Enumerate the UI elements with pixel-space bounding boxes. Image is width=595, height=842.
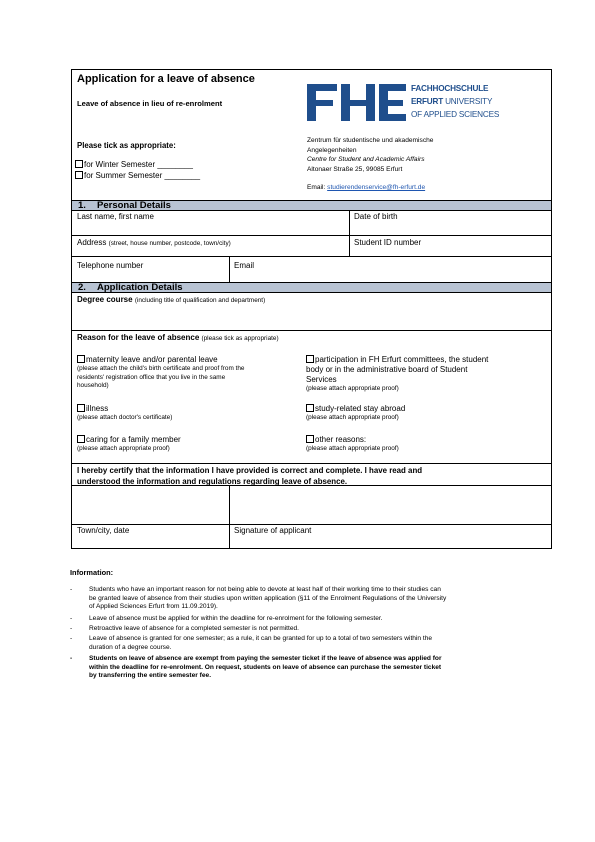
logo-line-1: FACHHOCHSCHULE	[411, 84, 489, 93]
contact-line-1: Zentrum für studentische und akademische	[307, 137, 434, 144]
other-checkbox[interactable]	[306, 435, 314, 443]
degree-course-field[interactable]	[75, 306, 549, 328]
logo-line-2-rest: UNIVERSITY	[443, 97, 493, 106]
certification-line-1: I hereby certify that the information I have provided is correct and complete. I have read and	[77, 466, 423, 475]
info-item: - Leave of absence is granted for one semester; as a rule, it can be granted for up to a total of two semesters within the duration of a degree course.	[70, 635, 520, 652]
divider	[72, 485, 551, 486]
info-item: - Leave of absence must be applied for within the deadline for re-enrolment for the following semester.	[70, 615, 520, 624]
info-line: within the deadline for re-enrolment. On request, students on leave of absence can purchase the semester ticket	[89, 663, 442, 671]
university-logo	[307, 84, 500, 124]
address-label: Address	[77, 238, 107, 247]
info-line: Leave of absence is granted for one semester; as a rule, it can be granted for up to a total of two semesters within the	[89, 635, 433, 642]
section-2-number: 2.	[78, 282, 86, 293]
divider	[72, 463, 551, 464]
dob-label: Date of birth	[354, 212, 398, 221]
contact-email-row	[307, 183, 433, 193]
study-abroad-checkbox[interactable]	[306, 404, 314, 412]
degree-course-hint: (including title of qualification and department)	[134, 297, 266, 304]
winter-semester-option[interactable]	[75, 160, 193, 170]
summer-semester-option[interactable]	[75, 171, 200, 181]
info-line: Leave of absence must be applied for within the deadline for re-enrolment for the following semester.	[89, 615, 383, 622]
option-maternity[interactable]	[77, 355, 297, 391]
certification-line-2: understood the information and regulations regarding leave of absence.	[77, 477, 348, 486]
tick-prompt: Please tick as appropriate:	[77, 141, 176, 150]
maternity-label: maternity leave and/or parental leave	[86, 355, 218, 364]
info-line: by transferring the entire semester fee.	[89, 672, 212, 680]
name-label: Last name, first name	[77, 212, 154, 221]
address-field[interactable]	[75, 246, 345, 256]
winter-label: for Winter Semester ________	[84, 160, 193, 169]
illness-note: (please attach doctor's certificate)	[77, 414, 173, 421]
degree-course-row	[77, 295, 265, 306]
contact-line-4: Altonaer Straße 25, 99085 Erfurt	[307, 165, 403, 173]
reason-row	[77, 333, 279, 344]
section-2-title: Application Details	[97, 282, 183, 293]
winter-checkbox[interactable]	[75, 160, 83, 168]
committee-label-3: Services	[306, 375, 337, 384]
email-label: Email:	[307, 184, 328, 192]
option-caring[interactable]	[77, 435, 297, 454]
contact-block	[307, 136, 433, 193]
town-date-label: Town/city, date	[77, 526, 130, 535]
info-line: duration of a degree course.	[89, 643, 172, 651]
summer-checkbox[interactable]	[75, 171, 83, 179]
section-1-number: 1.	[78, 200, 86, 211]
information-heading: Information:	[70, 568, 114, 577]
other-note: (please attach appropriate proof)	[306, 445, 399, 452]
telephone-label: Telephone number	[77, 261, 144, 270]
address-hint: (street, house number, postcode, town/city)	[108, 240, 231, 247]
option-committee[interactable]	[306, 355, 546, 394]
committee-label-2: body or in the administrative board of Student	[306, 365, 468, 374]
application-form	[71, 69, 552, 549]
certification-text	[77, 465, 422, 487]
option-illness[interactable]	[77, 404, 297, 423]
divider	[72, 256, 551, 257]
caring-checkbox[interactable]	[77, 435, 85, 443]
email-link[interactable]: studierendenservice@fh-erfurt.de	[327, 184, 426, 192]
fhe-logo-icon	[307, 84, 407, 124]
email-field[interactable]	[232, 270, 548, 282]
divider	[229, 485, 230, 548]
contact-line-3: Centre for Student and Academic Affairs	[307, 156, 425, 164]
form-subtitle: Leave of absence in lieu of re-enrolment	[77, 99, 223, 108]
committee-note: (please attach appropriate proof)	[306, 385, 399, 392]
student-id-label: Student ID number	[354, 238, 422, 247]
section-1-title: Personal Details	[97, 200, 171, 211]
student-id-field[interactable]	[352, 246, 548, 256]
logo-line-2	[411, 97, 492, 106]
dob-field[interactable]	[352, 222, 548, 235]
info-line: of Applied Sciences Erfurt from 11.09.2019).	[89, 603, 218, 611]
divider	[229, 256, 230, 283]
maternity-note-3: household)	[77, 382, 109, 389]
contact-line-2: Angelegenheiten	[307, 146, 357, 154]
section-2-header	[72, 282, 551, 293]
logo-line-3: OF APPLIED SCIENCES	[411, 110, 500, 119]
logo-line-2-bold: ERFURT	[411, 97, 444, 106]
committee-label-1: participation in FH Erfurt committees, the student	[315, 355, 489, 364]
email-field-label: Email	[234, 261, 255, 270]
signature-field[interactable]	[232, 488, 548, 522]
committee-checkbox[interactable]	[306, 355, 314, 363]
maternity-note-2: residents' registration office that you live in the same	[77, 373, 226, 381]
degree-course-label: Degree course	[77, 295, 133, 304]
signature-label: Signature of applicant	[234, 526, 312, 535]
info-line: Retroactive leave of absence for a completed semester is not permitted.	[89, 625, 300, 632]
form-title: Application for a leave of absence	[77, 73, 255, 85]
other-label: other reasons:	[315, 435, 367, 444]
study-abroad-label: study-related stay abroad	[315, 404, 406, 413]
option-other[interactable]	[306, 435, 546, 454]
divider	[349, 210, 350, 256]
telephone-field[interactable]	[75, 270, 225, 282]
study-abroad-note: (please attach appropriate proof)	[306, 414, 399, 421]
divider	[72, 235, 551, 236]
name-field[interactable]	[75, 222, 345, 235]
info-item: - Students on leave of absence are exempt from paying the semester ticket if the leave of absence was applied for within the deadline for re-enrolment. On request, students on leave of absence can purchase the semester ticket by transferring the entire semester fee.	[70, 655, 520, 681]
info-line: Students who have an important reason for not being able to devote at least half of their working time to their studies can	[89, 586, 441, 593]
illness-checkbox[interactable]	[77, 404, 85, 412]
maternity-checkbox[interactable]	[77, 355, 85, 363]
caring-note: (please attach appropriate proof)	[77, 445, 170, 452]
divider	[72, 524, 551, 525]
option-study-abroad[interactable]	[306, 404, 546, 423]
info-item: - Retroactive leave of absence for a completed semester is not permitted.	[70, 625, 520, 634]
summer-label: for Summer Semester ________	[84, 171, 201, 180]
town-date-field[interactable]	[75, 488, 225, 522]
info-line: be granted leave of absence from their studies upon written application (§11 of the Enrolment Regulations of the University	[89, 594, 447, 602]
illness-label: illness	[86, 404, 109, 413]
info-item: - Students who have an important reason for not being able to devote at least half of their working time to their studies can be granted leave of absence from their studies upon written application (§11 of the Enrolment Regulations of the University of Applied Sciences Erfurt from 11.09.2019).	[70, 586, 520, 612]
caring-label: caring for a family member	[86, 435, 181, 444]
maternity-note-1: (please attach the child's birth certificate and proof from the	[77, 365, 245, 372]
info-line: Students on leave of absence are exempt from paying the semester ticket if the leave of absence was applied for	[89, 655, 442, 662]
reason-label: Reason for the leave of absence	[77, 333, 200, 342]
divider	[72, 330, 551, 331]
section-1-header	[72, 200, 551, 211]
reason-hint: (please tick as appropriate)	[201, 335, 279, 342]
